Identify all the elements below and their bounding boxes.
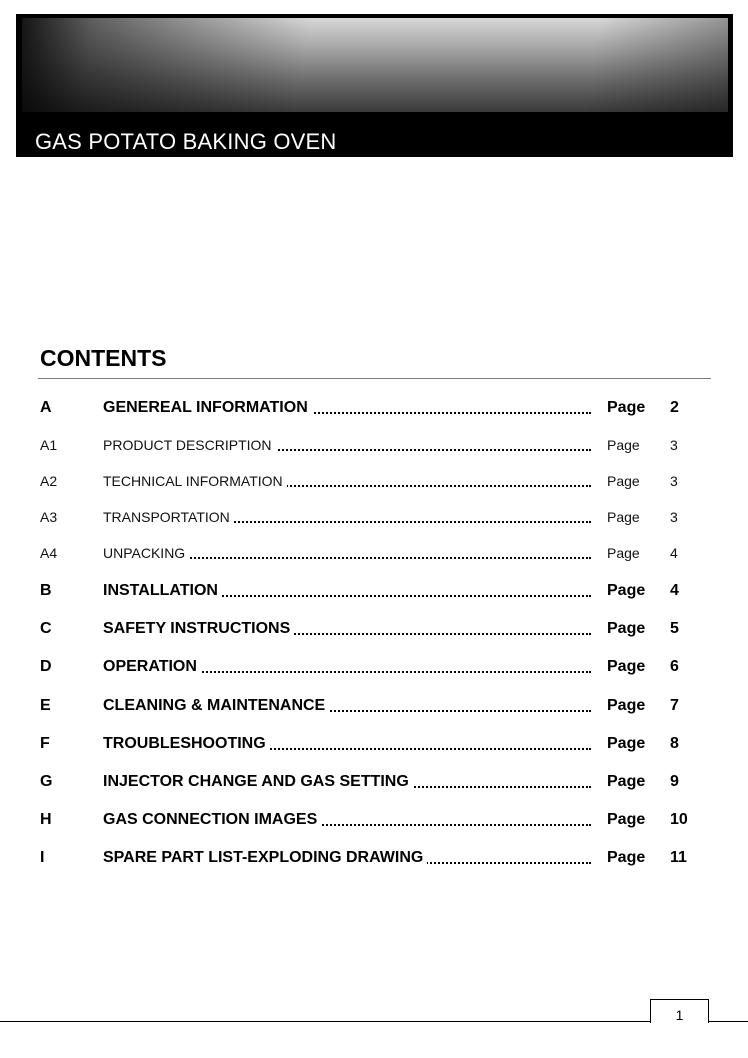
toc-entry-title: INSTALLATION (103, 580, 591, 602)
toc-entry[interactable] (0, 618, 748, 640)
toc-entry-page-label: Page (607, 399, 646, 416)
toc-entry-title: CLEANING & MAINTENANCE (103, 695, 591, 717)
toc-entry-title: TECHNICAL INFORMATION (103, 470, 591, 492)
toc-entry-page-label: Page (607, 735, 646, 752)
toc-entry-title: SAFETY INSTRUCTIONS (103, 618, 591, 640)
toc-entry-page-number: 3 (670, 509, 678, 525)
toc-entry-page-label: Page (607, 620, 646, 637)
footer-divider (0, 1021, 748, 1022)
toc-entry-code: H (40, 811, 52, 828)
document-title: GAS POTATO BAKING OVEN (35, 129, 337, 154)
toc-entry-code: I (40, 849, 45, 866)
toc-entry-code: A4 (40, 545, 58, 561)
toc-entry-page-label: Page (607, 437, 640, 453)
toc-entry-code: C (40, 620, 52, 637)
toc-entry-page-number: 10 (670, 811, 688, 828)
toc-entry-page-number: 6 (670, 658, 679, 675)
toc-entry-page-label: Page (607, 697, 646, 714)
page-number: 1 (650, 999, 709, 1023)
toc-entry-page-label: Page (607, 509, 640, 525)
toc-entry-page-label: Page (607, 811, 646, 828)
toc-entry-title: OPERATION (103, 656, 591, 678)
toc-entry-page-label: Page (607, 473, 640, 489)
toc-entry-page-number: 7 (670, 697, 679, 714)
toc-entry-page-number: 9 (670, 773, 679, 790)
toc-entry[interactable] (0, 470, 748, 492)
toc-entry[interactable] (0, 847, 748, 869)
toc-entry-title: TRANSPORTATION (103, 506, 591, 528)
toc-entry-title: SPARE PART LIST-EXPLODING DRAWING (103, 847, 591, 869)
toc-entry-title: GAS CONNECTION IMAGES (103, 809, 591, 831)
toc-entry-code: D (40, 658, 52, 675)
toc-entry[interactable] (0, 733, 748, 755)
toc-entry-title: GENEREAL INFORMATION (103, 397, 591, 419)
toc-entry[interactable] (0, 580, 748, 602)
toc-entry-page-label: Page (607, 849, 646, 866)
toc-entry-page-number: 8 (670, 735, 679, 752)
contents-heading: CONTENTS (40, 345, 167, 371)
toc-entry-code: F (40, 735, 50, 752)
toc-entry-page-label: Page (607, 582, 646, 599)
banner-gradient-graphic (22, 18, 728, 112)
toc-entry-page-number: 3 (670, 437, 678, 453)
contents-divider (38, 378, 711, 379)
toc-entry-title: TROUBLESHOOTING (103, 733, 591, 755)
toc-entry-code: A (40, 399, 52, 416)
toc-entry-title: UNPACKING (103, 542, 591, 564)
toc-entry-page-number: 5 (670, 620, 679, 637)
toc-entry-page-number: 3 (670, 473, 678, 489)
toc-entry[interactable] (0, 542, 748, 564)
toc-entry-code: A1 (40, 437, 58, 453)
toc-entry-code: A3 (40, 509, 58, 525)
toc-entry-page-number: 4 (670, 582, 679, 599)
toc-entry[interactable] (0, 656, 748, 678)
toc-entry[interactable] (0, 434, 748, 456)
toc-entry-page-number: 2 (670, 399, 679, 416)
toc-entry[interactable] (0, 695, 748, 717)
toc-entry-title: INJECTOR CHANGE AND GAS SETTING (103, 771, 591, 793)
toc-entry-code: B (40, 582, 52, 599)
title-banner (16, 14, 733, 157)
toc-entry-page-label: Page (607, 658, 646, 675)
toc-entry[interactable] (0, 771, 748, 793)
toc-entry-code: E (40, 697, 51, 714)
toc-entry-page-number: 11 (670, 849, 687, 866)
toc-entry-page-number: 4 (670, 545, 678, 561)
toc-entry[interactable] (0, 397, 748, 419)
toc-entry-code: A2 (40, 473, 58, 489)
toc-entry[interactable] (0, 506, 748, 528)
toc-entry-page-label: Page (607, 545, 640, 561)
toc-entry-page-label: Page (607, 773, 646, 790)
toc-entry[interactable] (0, 809, 748, 831)
toc-entry-code: G (40, 773, 53, 790)
toc-entry-title: PRODUCT DESCRIPTION (103, 434, 591, 456)
